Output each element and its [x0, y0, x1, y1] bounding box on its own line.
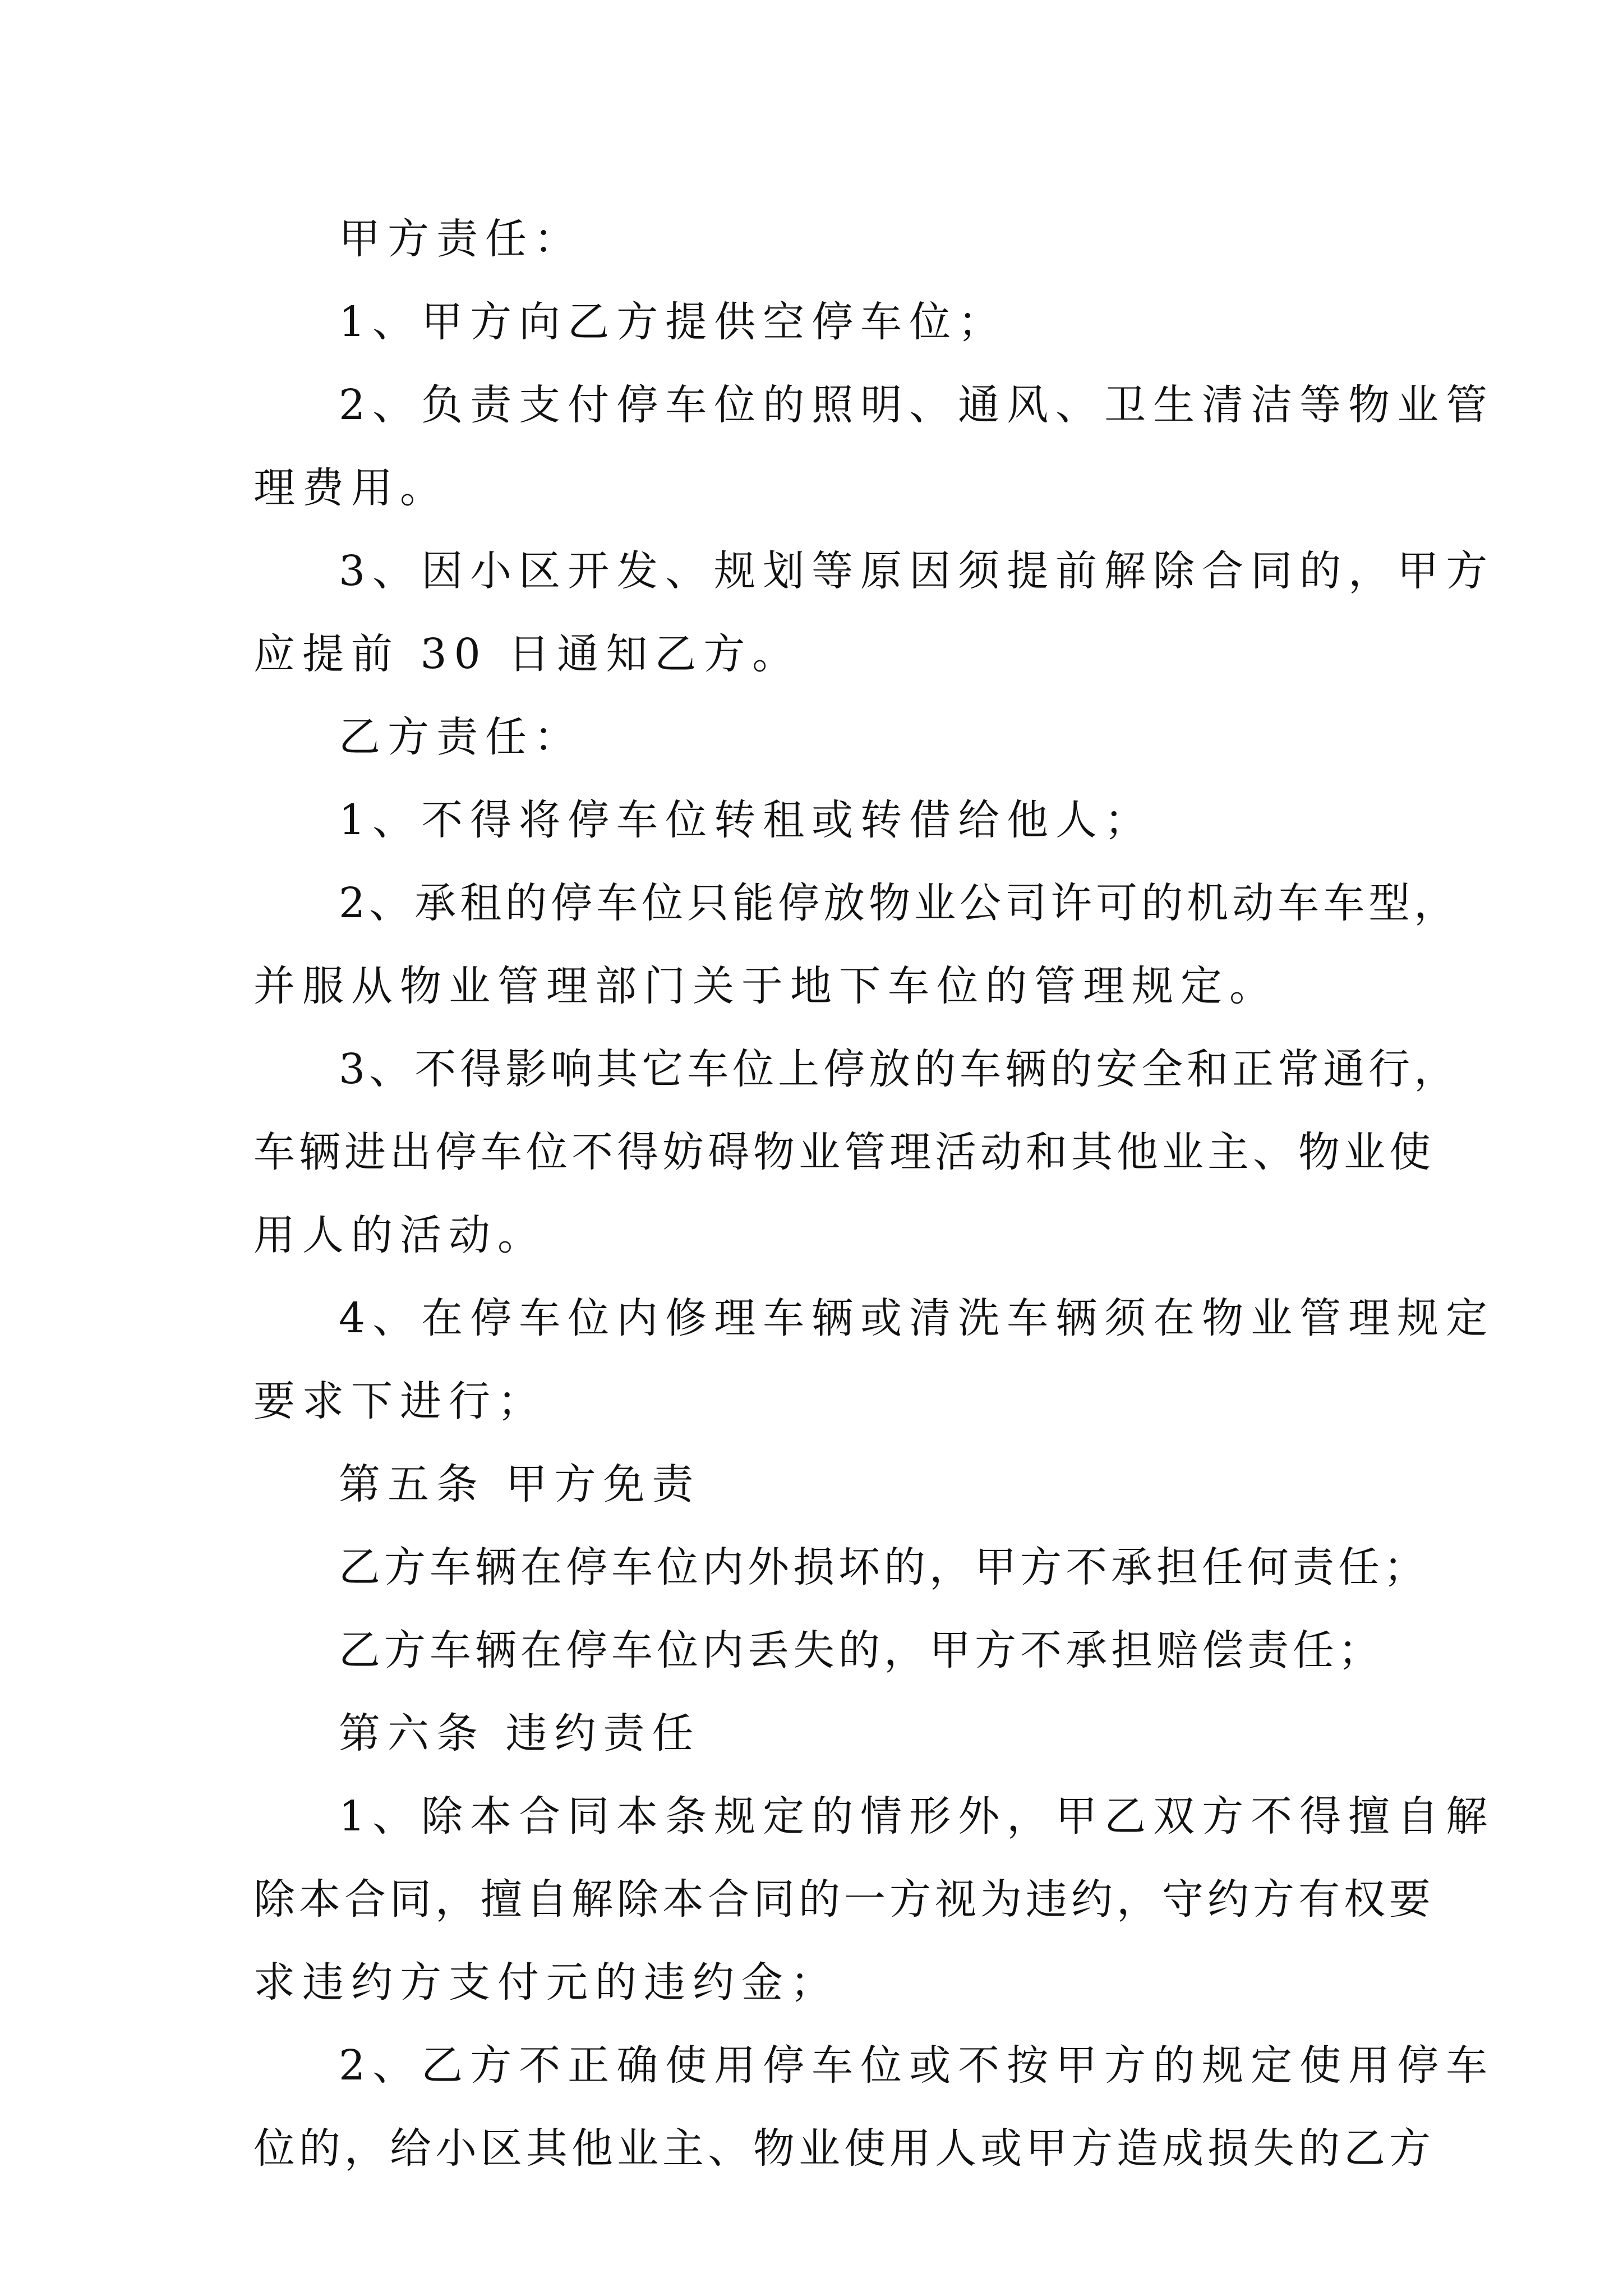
text-line: 用人的活动。	[253, 1211, 546, 1259]
article-heading: 第五条 甲方免责	[339, 1460, 701, 1508]
article-heading: 第六条 违约责任	[339, 1709, 701, 1757]
text-line: 求违约方支付元的违约金；	[253, 1958, 839, 2007]
paragraph	[253, 1028, 1460, 1277]
text-line: 理费用。	[253, 464, 449, 512]
text-line: 2、承租的停车位只能停放物业公司许可的机动车车型，	[339, 879, 1460, 927]
paragraph	[253, 862, 1460, 1028]
text-line: 车辆进出停车位不得妨碍物业管理活动和其他业主、物业使	[253, 1128, 1435, 1176]
text-line: 并服从物业管理部门关于地下车位的管理规定。	[253, 962, 1278, 1010]
section-heading: 甲方责任：	[339, 215, 583, 263]
paragraph	[253, 779, 1398, 862]
text-line: 4、在停车位内修理车辆或清洗车辆须在物业管理规定	[339, 1294, 1495, 1342]
text-line: 乙方车辆在停车位内外损坏的，甲方不承担任何责任；	[339, 1543, 1429, 1591]
text-line: 3、因小区开发、规划等原因须提前解除合同的，甲方	[339, 547, 1495, 595]
text-line: 1、除本合同本条规定的情形外，甲乙双方不得擅自解	[339, 1792, 1495, 1841]
text-line: 3、不得影响其它车位上停放的车辆的安全和正常通行，	[339, 1045, 1460, 1093]
paragraph	[253, 2024, 1495, 2190]
section-heading: 乙方责任：	[339, 713, 583, 761]
paragraph	[253, 1526, 1429, 1609]
text-line: 2、乙方不正确使用停车位或不按甲方的规定使用停车	[339, 2041, 1495, 2090]
paragraph	[253, 1609, 1398, 1692]
text-line: 1、不得将停车位转租或转借给他人；	[339, 796, 1154, 844]
paragraph	[253, 1443, 1398, 1526]
paragraph	[253, 1277, 1495, 1443]
paragraph	[253, 530, 1495, 696]
paragraph	[253, 1692, 1398, 1775]
text-line: 2、负责支付停车位的照明、通风、卫生清洁等物业管	[339, 381, 1495, 429]
paragraph	[253, 1775, 1495, 2024]
text-line: 应提前 30 日通知乙方。	[253, 630, 801, 678]
text-line: 乙方车辆在停车位内丢失的，甲方不承担赔偿责任；	[339, 1626, 1384, 1674]
document-body	[253, 197, 1495, 2190]
paragraph	[253, 280, 1398, 364]
text-line: 位的，给小区其他业主、物业使用人或甲方造成损失的乙方	[253, 2124, 1435, 2173]
paragraph	[253, 197, 1398, 280]
paragraph	[253, 364, 1495, 530]
text-line: 除本合同，擅自解除本合同的一方视为违约，守约方有权要	[253, 1875, 1435, 1924]
paragraph	[253, 696, 1398, 779]
text-line: 要求下进行；	[253, 1377, 546, 1425]
text-line: 1、甲方向乙方提供空停车位；	[339, 298, 1007, 346]
